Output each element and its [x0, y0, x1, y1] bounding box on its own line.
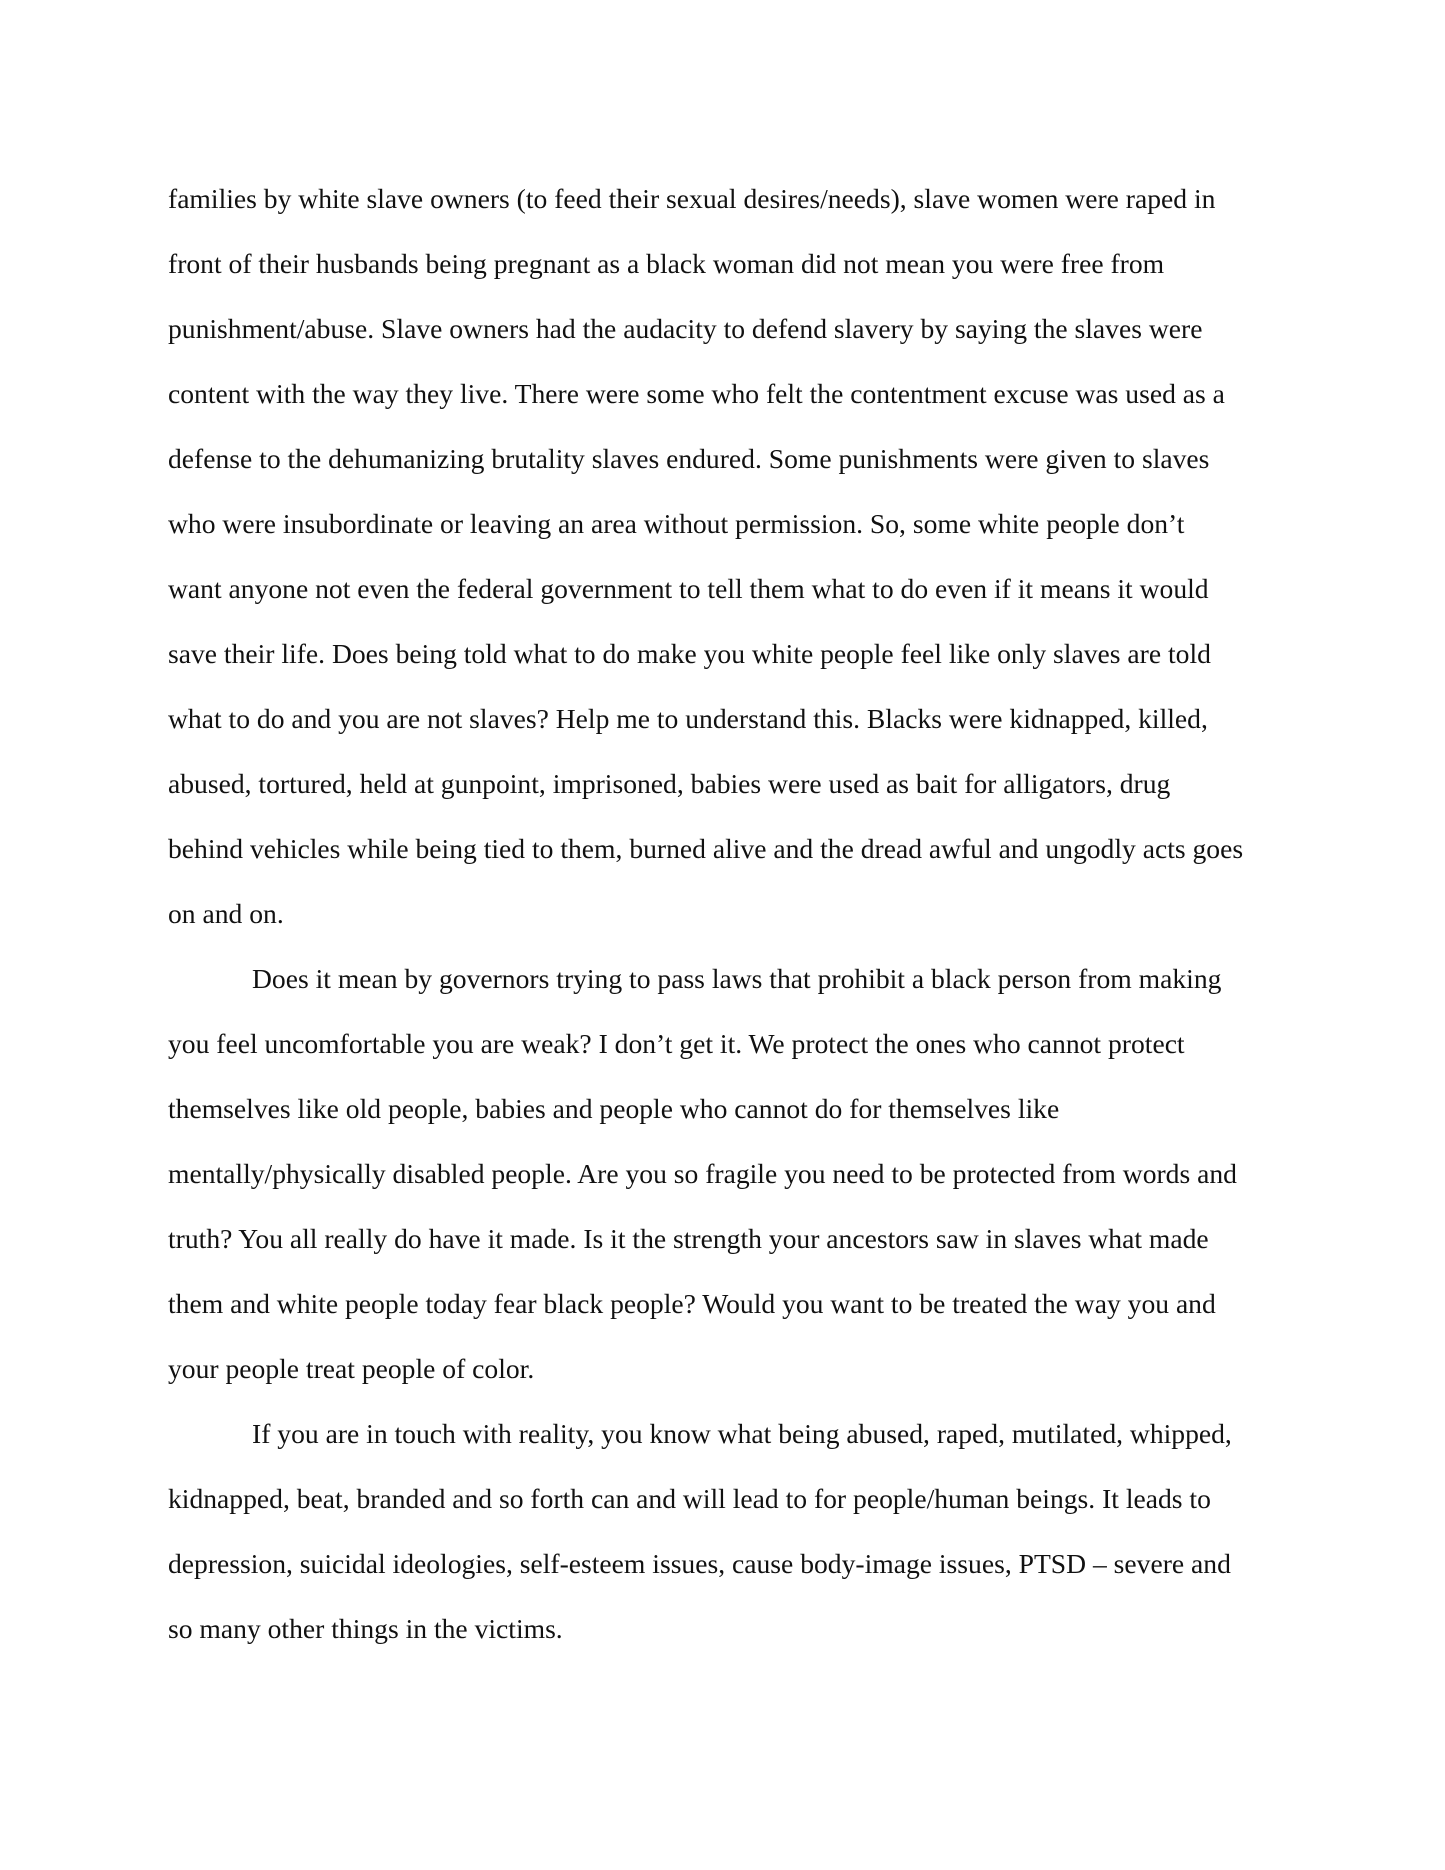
- document-body: [168, 166, 1288, 1661]
- paragraph-3: [168, 1401, 1288, 1661]
- text-line: front of their husbands being pregnant as a black woman did not mean you were free from: [168, 248, 1165, 279]
- text-line: families by white slave owners (to feed their sexual desires/needs), slave women were raped in: [168, 183, 1216, 214]
- paragraph-2: [168, 946, 1288, 1401]
- text-line: depression, suicidal ideologies, self-esteem issues, cause body-image issues, PTSD – severe and: [168, 1548, 1231, 1579]
- text-line: you feel uncomfortable you are weak? I don’t get it. We protect the ones who cannot protect: [168, 1028, 1185, 1059]
- text-line: punishment/abuse. Slave owners had the audacity to defend slavery by saying the slaves were: [168, 313, 1203, 344]
- text-line: If you are in touch with reality, you know what being abused, raped, mutilated, whipped,: [252, 1418, 1232, 1449]
- text-line: save their life. Does being told what to do make you white people feel like only slaves are told: [168, 638, 1211, 669]
- paragraph-1: [168, 166, 1288, 946]
- text-line: them and white people today fear black people? Would you want to be treated the way you and: [168, 1288, 1216, 1319]
- text-line: on and on.: [168, 898, 284, 929]
- text-line: abused, tortured, held at gunpoint, imprisoned, babies were used as bait for alligators, drug: [168, 768, 1171, 799]
- text-line: truth? You all really do have it made. Is it the strength your ancestors saw in slaves what made: [168, 1223, 1209, 1254]
- text-line: your people treat people of color.: [168, 1353, 535, 1384]
- text-line: behind vehicles while being tied to them, burned alive and the dread awful and ungodly acts goes: [168, 833, 1244, 864]
- text-line: Does it mean by governors trying to pass laws that prohibit a black person from making: [252, 963, 1222, 994]
- text-line: defense to the dehumanizing brutality slaves endured. Some punishments were given to slaves: [168, 443, 1210, 474]
- text-line: kidnapped, beat, branded and so forth can and will lead to for people/human beings. It leads to: [168, 1483, 1211, 1514]
- text-line: who were insubordinate or leaving an area without permission. So, some white people don’t: [168, 508, 1185, 539]
- text-line: what to do and you are not slaves? Help me to understand this. Blacks were kidnapped, killed,: [168, 703, 1208, 734]
- text-line: themselves like old people, babies and people who cannot do for themselves like: [168, 1093, 1060, 1124]
- text-line: mentally/physically disabled people. Are you so fragile you need to be protected from words and: [168, 1158, 1237, 1189]
- text-line: want anyone not even the federal government to tell them what to do even if it means it would: [168, 573, 1209, 604]
- text-line: so many other things in the victims.: [168, 1613, 563, 1644]
- text-line: content with the way they live. There were some who felt the contentment excuse was used as a: [168, 378, 1225, 409]
